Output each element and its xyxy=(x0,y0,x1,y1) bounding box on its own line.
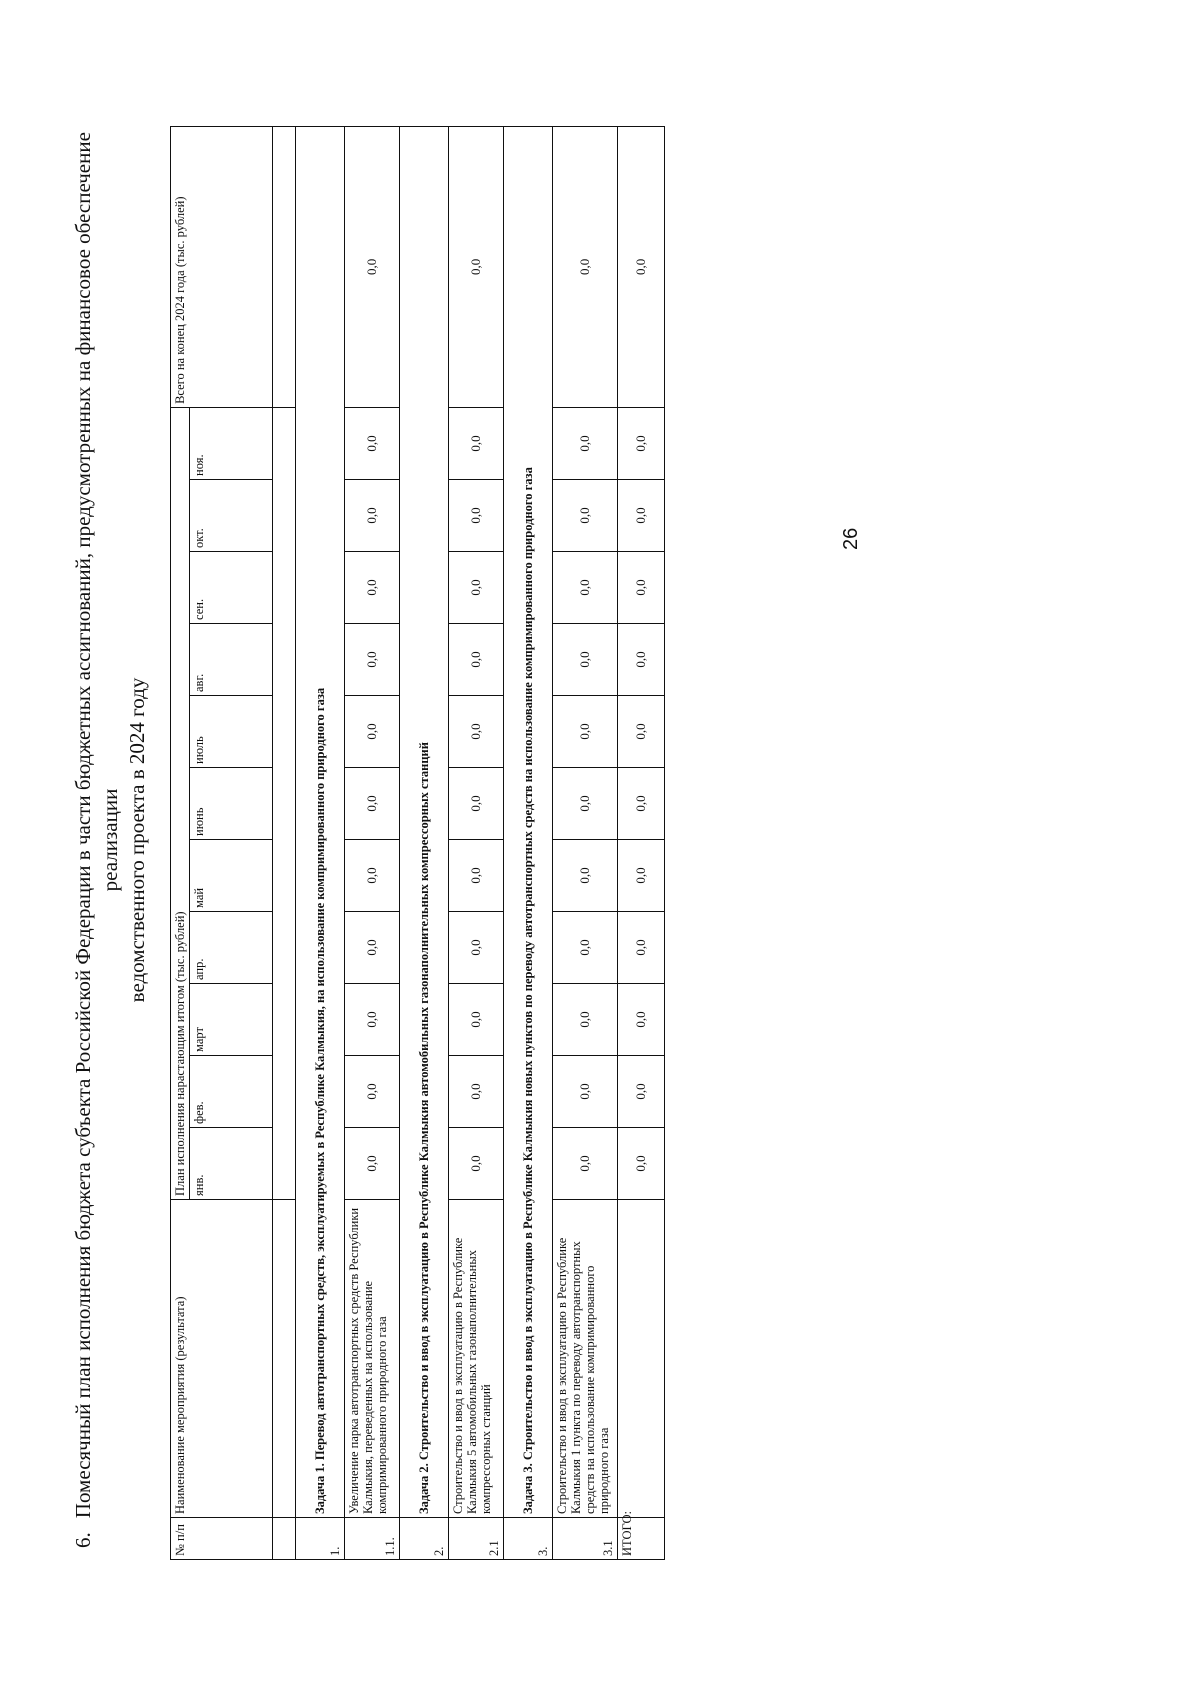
month-value: 0,0 xyxy=(345,480,400,552)
month-value: 0,0 xyxy=(345,1128,400,1200)
year-total-value: 0,0 xyxy=(553,126,618,407)
month-value: 0,0 xyxy=(553,624,618,696)
task-title xyxy=(504,126,553,1517)
month-value: 0,0 xyxy=(345,840,400,912)
month-value: 0,0 xyxy=(449,552,504,624)
month-value: 0,0 xyxy=(618,1056,665,1128)
month-value: 0,0 xyxy=(618,768,665,840)
month-value: 0,0 xyxy=(449,768,504,840)
year-total-value: 0,0 xyxy=(618,126,665,407)
header-num: № п/п xyxy=(171,1518,273,1560)
month-value: 0,0 xyxy=(345,912,400,984)
month-value: 0,0 xyxy=(618,480,665,552)
month-header: март xyxy=(190,984,273,1056)
task-text: Перевод автотранспортных средств, эксплуатируемых в Республике Калмыкия, на использование компримированного природного газа xyxy=(313,687,327,1464)
month-value: 0,0 xyxy=(553,407,618,479)
month-value: 0,0 xyxy=(618,912,665,984)
month-value: 0,0 xyxy=(618,1128,665,1200)
task-label: Задача 1. xyxy=(313,1463,327,1514)
task-row xyxy=(504,126,553,1559)
task-title xyxy=(400,126,449,1517)
activity-name: Строительство и ввод в эксплуатацию в Республике Калмыкия 1 пункта по переводу автотранспортных средств на использование компримированного природного газа xyxy=(553,1200,618,1518)
month-value: 0,0 xyxy=(553,912,618,984)
month-value: 0,0 xyxy=(553,696,618,768)
document-heading xyxy=(70,120,151,1560)
activity-name: Увеличение парка автотранспортных средств Республики Калмыкия, переведенных на использование компримированного природного газа xyxy=(345,1200,400,1518)
header-total: Всего на конец 2024 года (тыс. рублей) xyxy=(171,126,273,407)
page-number: 26 xyxy=(840,527,862,550)
month-value: 0,0 xyxy=(449,912,504,984)
task-label: Задача 2. xyxy=(417,1463,431,1514)
table-row xyxy=(345,126,400,1559)
table-row xyxy=(449,126,504,1559)
header-plan: План исполнения нарастающим итогом (тыс. рублей) xyxy=(171,407,190,1199)
heading-line-2: ведомственного проекта в 2024 году xyxy=(125,677,149,1003)
month-value: 0,0 xyxy=(449,984,504,1056)
empty-cell xyxy=(273,407,296,1199)
year-total-value: 0,0 xyxy=(449,126,504,407)
month-value: 0,0 xyxy=(345,696,400,768)
activity-name xyxy=(618,1200,665,1518)
task-row xyxy=(400,126,449,1559)
empty-cell xyxy=(273,1518,296,1560)
month-value: 0,0 xyxy=(449,480,504,552)
row-number: 2. xyxy=(400,1518,449,1560)
row-number: 1.1. xyxy=(345,1518,400,1560)
month-value: 0,0 xyxy=(449,1128,504,1200)
monthly-plan-table xyxy=(170,126,665,1560)
row-number: 3. xyxy=(504,1518,553,1560)
empty-cell xyxy=(273,126,296,407)
month-value: 0,0 xyxy=(553,1056,618,1128)
month-value: 0,0 xyxy=(553,552,618,624)
month-value: 0,0 xyxy=(449,407,504,479)
month-header: май xyxy=(190,840,273,912)
section-number: 6. xyxy=(71,1532,95,1548)
month-value: 0,0 xyxy=(618,984,665,1056)
month-value: 0,0 xyxy=(449,624,504,696)
month-value: 0,0 xyxy=(618,407,665,479)
row-number: 3.1 xyxy=(553,1518,618,1560)
month-value: 0,0 xyxy=(618,840,665,912)
header-name: Наименование мероприятия (результата) xyxy=(171,1200,273,1518)
month-value: 0,0 xyxy=(449,1056,504,1128)
month-value: 0,0 xyxy=(449,696,504,768)
month-value: 0,0 xyxy=(553,840,618,912)
month-value: 0,0 xyxy=(345,768,400,840)
table-row xyxy=(553,126,618,1559)
month-header: янв. xyxy=(190,1128,273,1200)
month-value: 0,0 xyxy=(553,984,618,1056)
month-value: 0,0 xyxy=(345,984,400,1056)
row-number: 1. xyxy=(296,1518,345,1560)
task-label: Задача 3. xyxy=(521,1463,535,1514)
task-row xyxy=(296,126,345,1559)
month-value: 0,0 xyxy=(618,696,665,768)
month-header: сен. xyxy=(190,552,273,624)
month-value: 0,0 xyxy=(618,624,665,696)
empty-cell xyxy=(273,1200,296,1518)
month-header: авг. xyxy=(190,624,273,696)
month-value: 0,0 xyxy=(449,840,504,912)
task-text: Строительство и ввод в эксплуатацию в Республике Калмыкия новых пунктов по переводу автотранспортных средств на использование компримированного природного газа xyxy=(521,467,535,1464)
total-row xyxy=(618,126,665,1559)
month-value: 0,0 xyxy=(553,480,618,552)
year-total-value: 0,0 xyxy=(345,126,400,407)
row-number: 2.1 xyxy=(449,1518,504,1560)
month-value: 0,0 xyxy=(553,1128,618,1200)
month-header: ноя. xyxy=(190,407,273,479)
month-value: 0,0 xyxy=(345,407,400,479)
task-title xyxy=(296,126,345,1517)
month-header: окт. xyxy=(190,480,273,552)
activity-name: Строительство и ввод в эксплуатацию в Республике Калмыкия 5 автомобильных газонаполнительных компрессорных станций xyxy=(449,1200,504,1518)
month-value: 0,0 xyxy=(345,1056,400,1128)
month-header: фев. xyxy=(190,1056,273,1128)
month-value: 0,0 xyxy=(345,624,400,696)
document-page xyxy=(20,80,1160,1600)
task-text: Строительство и ввод в эксплуатацию в Республике Калмыкия автомобильных газонаполнительных компрессорных станций xyxy=(417,742,431,1464)
heading-line-1: Помесячный план исполнения бюджета субъекта Российской Федерации в части бюджетных ассигнований, предусмотренных на финансовое обеспечение реализации xyxy=(71,132,122,1519)
month-value: 0,0 xyxy=(553,768,618,840)
month-header: июль xyxy=(190,696,273,768)
total-label: ИТОГО: xyxy=(618,1518,665,1560)
month-header: апр. xyxy=(190,912,273,984)
month-value: 0,0 xyxy=(345,552,400,624)
month-header: июнь xyxy=(190,768,273,840)
month-value: 0,0 xyxy=(618,552,665,624)
